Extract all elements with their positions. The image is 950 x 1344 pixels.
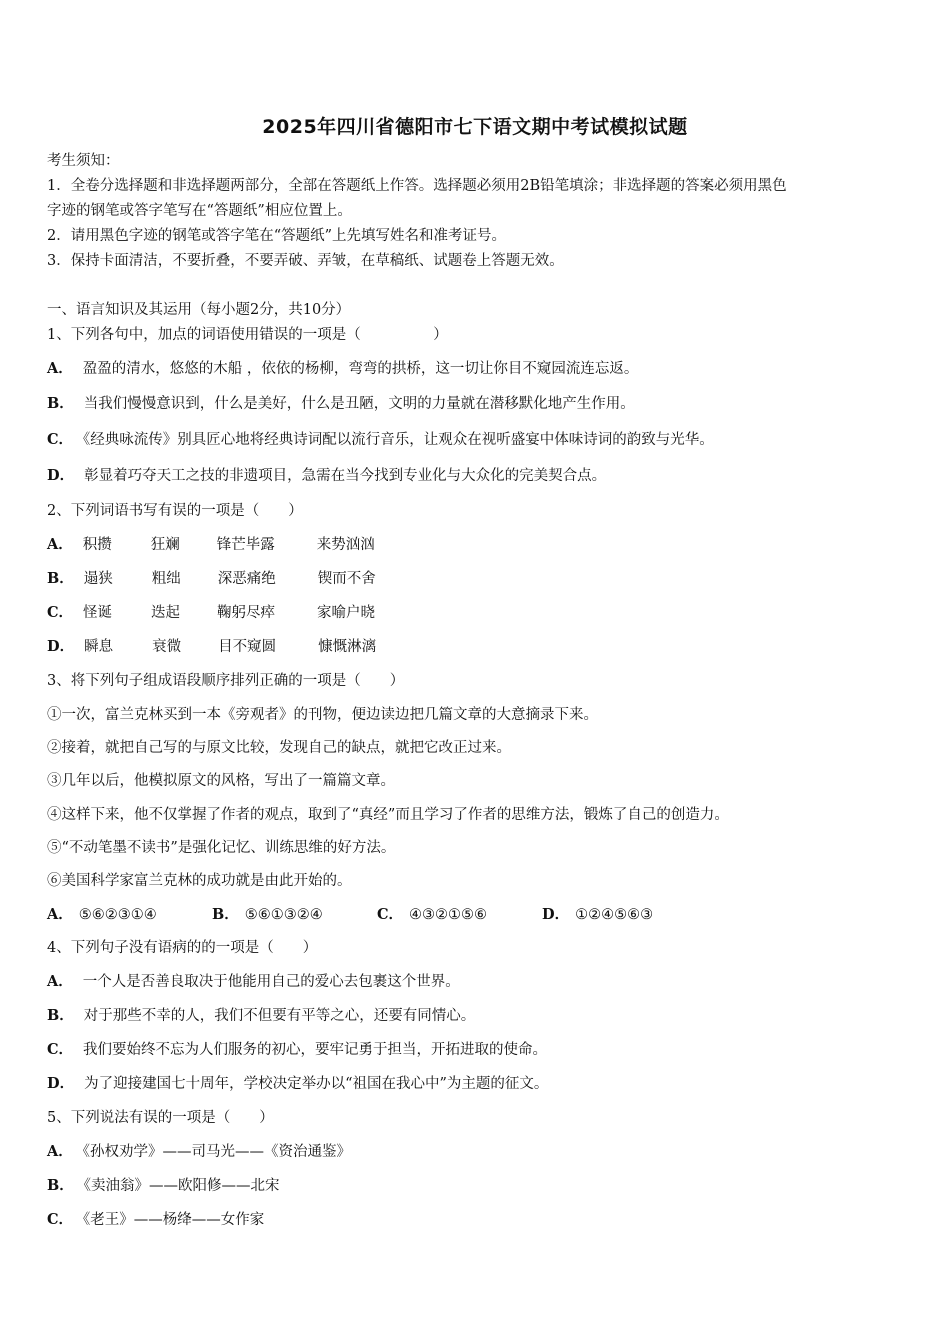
choice-c — [377, 905, 542, 925]
option-label: B． — [47, 1177, 74, 1194]
option-text: 盈盈的清水，悠悠的木船 ，依依的杨柳，弯弯的拱桥，这一切让你目不窥园流连忘返。 — [82, 361, 639, 377]
option-label: C． — [47, 1211, 74, 1228]
question-3-sentence: ⑤“不动笔墨不读书”是强化记忆、训练思维的好方法。 — [47, 840, 396, 856]
option-text: 一个人是否善良取决于他能用自己的爱心去包裹这个世界。 — [82, 974, 460, 990]
question-3-stem: 3、将下列句子组成语段顺序排列正确的一项是（ ） — [47, 673, 405, 689]
option-text: 为了迎接建国七十周年，学校决定举办以“祖国在我心中”为主题的征文。 — [84, 1076, 549, 1092]
choice-text: ⑤⑥①③②④ — [244, 907, 323, 923]
option-label: B． — [47, 570, 74, 587]
option-word: 积攒 — [82, 537, 112, 553]
choice-d — [542, 905, 707, 925]
question-3-sentence: ④这样下来，他不仅掌握了作者的观点，取到了“真经”而且学习了作者的思维方法，锻炼了自己的创造力。 — [47, 807, 729, 823]
option-word: 怪诞 — [83, 605, 113, 621]
question-2-option-b — [47, 569, 376, 589]
question-5-option-a — [47, 1142, 351, 1162]
question-4-option-a — [47, 972, 460, 992]
option-word: 鞠躬尽瘁 — [217, 605, 276, 621]
choice-label: A． — [47, 906, 73, 923]
option-label: A． — [47, 1143, 73, 1160]
option-word: 深恶痛绝 — [217, 571, 276, 587]
option-label: A． — [47, 360, 73, 377]
option-word: 衰微 — [152, 639, 182, 655]
choice-label: B． — [212, 906, 239, 923]
option-text: 《老王》——杨绛——女作家 — [83, 1212, 265, 1228]
question-4-stem: 4、下列句子没有语病的的一项是（ ） — [47, 940, 318, 956]
question-5-option-c — [47, 1210, 264, 1230]
choice-label: D． — [542, 906, 570, 923]
option-word: 锲而不舍 — [317, 571, 376, 587]
question-3-sentence: ⑥美国科学家富兰克林的成功就是由此开始的。 — [47, 873, 352, 889]
question-3-sentence: ③几年以后，他模拟原文的风格，写出了一篇篇文章。 — [47, 773, 395, 789]
option-word: 遢狭 — [83, 571, 113, 587]
option-label: B． — [47, 395, 74, 412]
question-5-option-b — [47, 1176, 280, 1196]
option-text: 对于那些不幸的人，我们不但要有平等之心，还要有同情心。 — [83, 1008, 476, 1024]
option-text: 《孙权劝学》——司马光——《资治通鉴》 — [82, 1144, 352, 1160]
question-2-option-a — [47, 535, 375, 555]
choice-a — [47, 905, 212, 925]
option-label: C． — [47, 1041, 74, 1058]
option-word: 慷慨淋漓 — [318, 639, 377, 655]
question-4-option-c — [47, 1040, 547, 1060]
question-3-sentence: ②接着，就把自己写的与原文比较，发现自己的缺点，就把它改正过来。 — [47, 740, 511, 756]
choice-text: ④③②①⑤⑥ — [409, 907, 488, 923]
choice-b — [212, 905, 377, 925]
question-1-option-d — [47, 466, 606, 486]
question-1-option-b — [47, 394, 635, 414]
option-label: D． — [47, 638, 75, 655]
option-word: 目不窥圆 — [218, 639, 277, 655]
option-label: B． — [47, 1007, 74, 1024]
option-word: 家喻户晓 — [317, 605, 376, 621]
choice-label: C． — [377, 906, 404, 923]
question-4-option-d — [47, 1074, 548, 1094]
notice-item: 1．全卷分选择题和非选择题两部分，全部在答题纸上作答。选择题必须用2B铅笔填涂；非选择题的答案必须用黑色 — [47, 178, 787, 194]
option-text: 当我们慢慢意识到，什么是美好，什么是丑陋，文明的力量就在潜移默化地产生作用。 — [83, 396, 635, 412]
notice-item: 2．请用黑色字迹的钢笔或答字笔在“答题纸”上先填写姓名和准考证号。 — [47, 228, 507, 244]
option-text: 《卖油翁》——欧阳修——北宋 — [83, 1178, 280, 1194]
notice-item: 3．保持卡面清洁，不要折叠，不要弄破、弄皱，在草稿纸、试题卷上答题无效。 — [47, 253, 564, 269]
question-3-choices — [47, 905, 707, 925]
option-word: 来势汹汹 — [316, 537, 375, 553]
option-label: A． — [47, 973, 73, 990]
question-4-option-b — [47, 1006, 475, 1026]
option-label: D． — [47, 467, 75, 484]
choice-text: ①②④⑤⑥③ — [575, 907, 654, 923]
notice-item: 字迹的钢笔或答字笔写在“答题纸”相应位置上。 — [47, 203, 352, 219]
notice-heading: 考生须知： — [47, 153, 120, 169]
option-word: 迭起 — [151, 605, 181, 621]
option-label: A． — [47, 536, 73, 553]
question-2-option-d — [47, 637, 376, 657]
question-1-stem: 1、下列各句中，加点的词语使用错误的一项是（ ） — [47, 327, 448, 343]
section-heading: 一、语言知识及其运用（每小题2分，共10分） — [47, 302, 351, 318]
option-word: 粗绌 — [151, 571, 181, 587]
option-label: D． — [47, 1075, 75, 1092]
question-1-option-c — [47, 430, 714, 450]
question-1-option-a — [47, 359, 638, 379]
option-word: 狂斓 — [150, 537, 180, 553]
question-2-stem: 2、下列词语书写有误的一项是（ ） — [47, 503, 303, 519]
question-2-option-c — [47, 603, 375, 623]
option-label: C． — [47, 431, 74, 448]
option-text: 彰显着巧夺天工之技的非遗项目，急需在当今找到专业化与大众化的完美契合点。 — [84, 468, 607, 484]
page-title: 2025年四川省德阳市七下语文期中考试模拟试题 — [262, 116, 688, 138]
question-5-stem: 5、下列说法有误的一项是（ ） — [47, 1110, 274, 1126]
option-text: 我们要始终不忘为人们服务的初心，要牢记勇于担当，开拓进取的使命。 — [83, 1042, 548, 1058]
choice-text: ⑤⑥②③①④ — [78, 907, 157, 923]
question-3-sentence: ①一次，富兰克林买到一本《旁观者》的刊物，便边读边把几篇文章的大意摘录下来。 — [47, 707, 598, 723]
option-word: 锋芒毕露 — [216, 537, 275, 553]
option-text: 《经典咏流传》别具匠心地将经典诗词配以流行音乐，让观众在视听盛宴中体味诗词的韵致与光华。 — [83, 432, 714, 448]
option-label: C． — [47, 604, 74, 621]
option-word: 瞬息 — [84, 639, 114, 655]
